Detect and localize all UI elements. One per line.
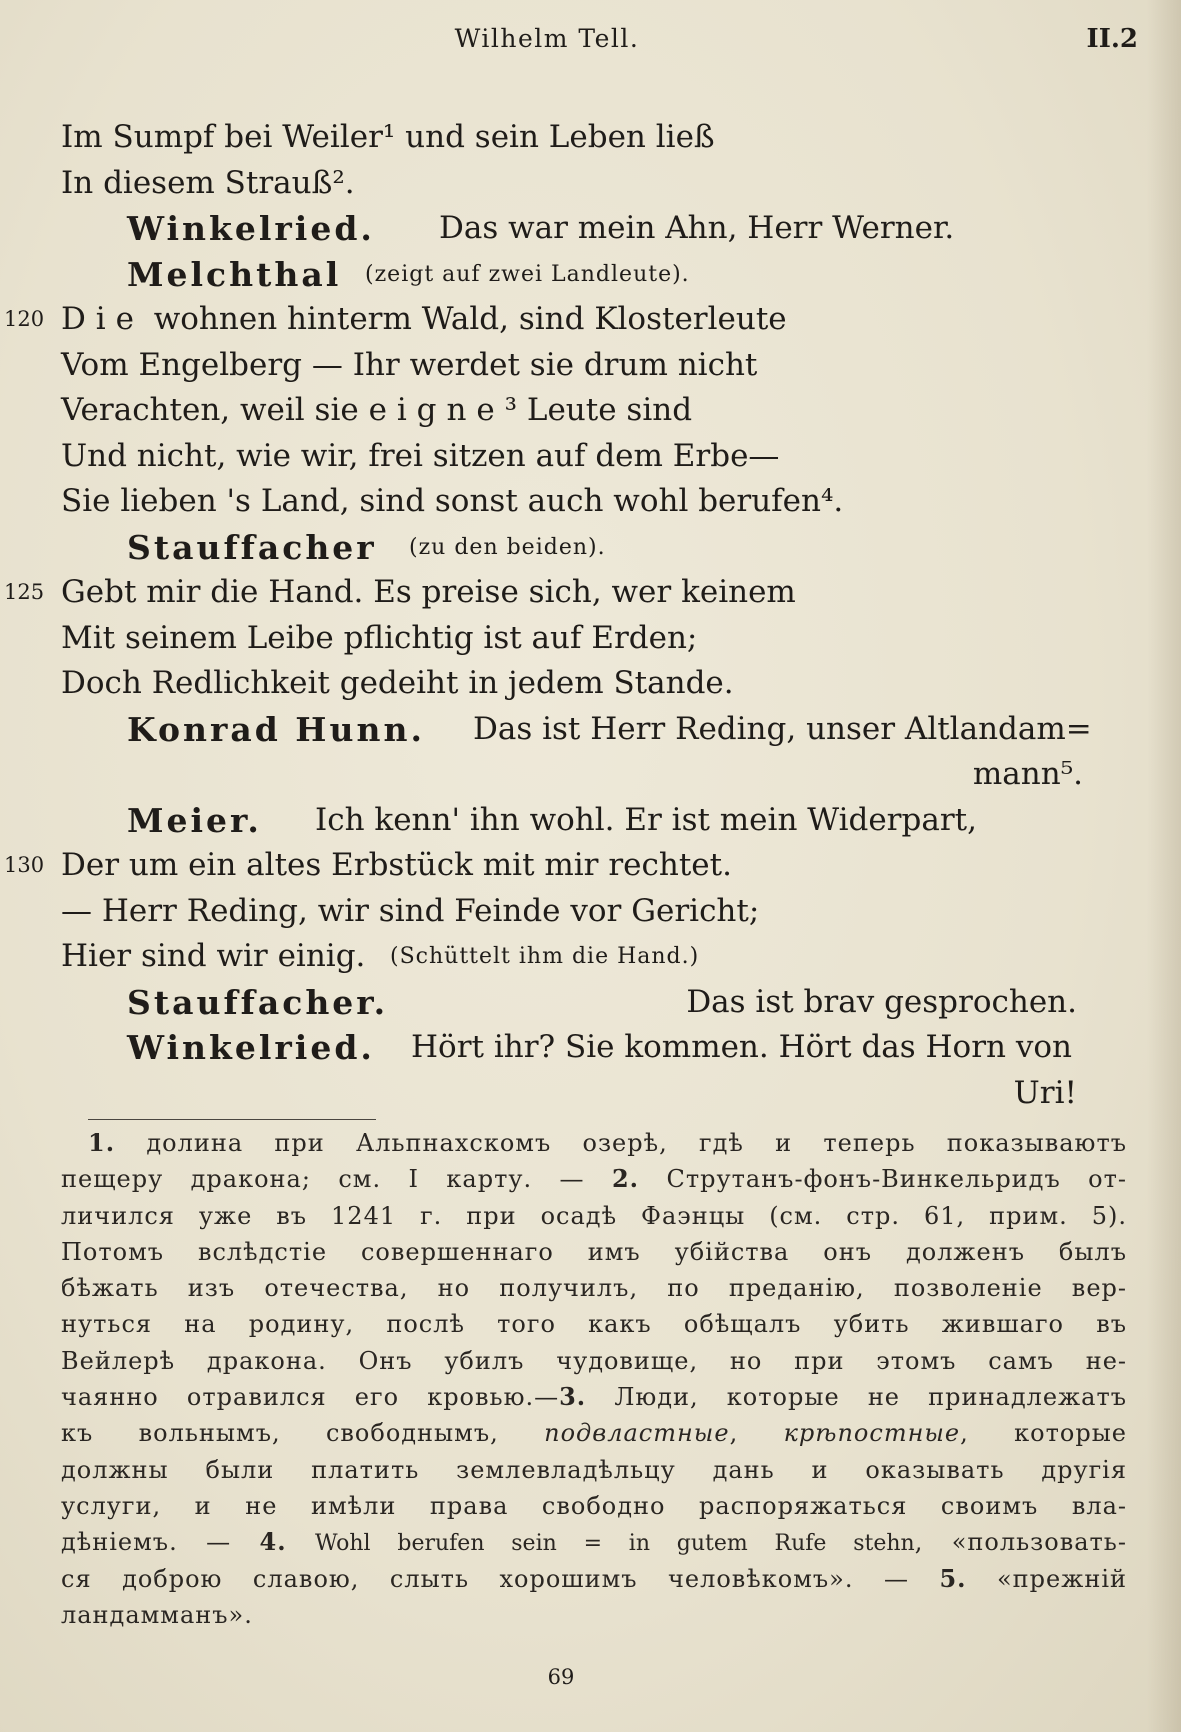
stage-direction: (zeigt auf zwei Landleute). [365,261,690,287]
verse-block [0,115,1181,1116]
footnote-line [61,1488,1127,1524]
stage-direction: (Schüttelt ihm die Hand.) [390,944,700,969]
footnote-text: дѣніемъ. — [61,1528,260,1557]
verse-text: Hier sind wir einig. [61,938,366,974]
verse-line [0,434,1181,480]
footnote-text: , «пользовать- [914,1528,1127,1557]
verse-line [0,479,1181,525]
footnote-line [61,1561,1127,1597]
footnote-text: Вейлерѣ дракона. Онъ убилъ чудовище, но при этомъ самъ не- [61,1346,1127,1375]
speaker-name: Stauffacher. [127,982,389,1022]
verse-text: ³ Leute sind [504,392,693,428]
footnote-line [61,1270,1127,1306]
verse-text: Sie lieben 's Land, sind sonst auch wohl berufen⁴. [61,483,844,519]
footnotes [61,1125,1127,1633]
speaker-name: Winkelried. [127,1028,375,1067]
footnote-number: 3. [559,1382,587,1412]
verse-line [0,570,1181,616]
verse-text: Und nicht, wie wir, frei sitzen auf dem Erbe— [61,437,780,474]
footnote-line [61,1524,1127,1560]
running-header-title: Wilhelm Tell. [454,24,640,53]
verse-text: Mit seinem Leibe pflichtig ist auf Erden; [61,619,698,656]
footnote-number: 5. [939,1563,967,1593]
footnote-text: Люди, которые не принадлежатъ [586,1383,1127,1412]
footnote-line [61,1452,1127,1488]
verse-text: Verachten, weil sie [61,392,369,428]
footnote-number: 2. [611,1164,640,1194]
verse-line [0,843,1181,889]
footnote-number: 4. [259,1527,287,1557]
spaced-word: Die [61,301,144,337]
footnote-line [61,1379,1127,1415]
verse-text: Vom Engelberg — Ihr werdet sie drum nicht [61,346,758,383]
footnote-text: бѣжать изъ отечества, но получилъ, по преданію, позволеніе вер- [61,1274,1127,1303]
verse-line [0,343,1181,389]
footnote-line [61,1597,1127,1633]
verse-line [0,161,1181,207]
footnote-text: ся доброю славою, слыть хорошимъ человѣкомъ». — [61,1564,940,1593]
verse-line [0,616,1181,662]
footnote-text: долина при Альпнахскомъ озерѣ, гдѣ и теперь показываютъ [115,1129,1127,1157]
line-number: 125 [4,580,45,604]
italic-term: крѣпостные [783,1419,961,1448]
verse-text: Doch Redlichkeit gedeiht in jedem Stande. [61,665,734,701]
speaker-name: Konrad Hunn. [127,709,425,749]
verse-text: mann⁵. [972,756,1083,792]
spaced-word: eigne [368,392,505,428]
footnote-text: Потомъ вслѣдстіе совершеннаго имъ убійства онъ долженъ былъ [61,1237,1127,1266]
footnote-line [61,1343,1127,1379]
verse-line [0,980,1181,1026]
italic-term: подвластные [544,1419,730,1448]
footnote-text: пещеру дракона; см. I карту. — [61,1165,612,1194]
verse-line [0,252,1181,298]
line-number: 130 [4,853,45,877]
german-phrase: Wohl berufen sein = in gutem Rufe stehn [315,1531,915,1557]
running-header-section: II.2 [1086,24,1138,54]
verse-line [0,1025,1181,1071]
verse-line [0,388,1181,434]
verse-text: wohnen hinterm Wald, sind Klosterleute [143,301,787,337]
verse-line [0,525,1181,571]
verse-line [0,934,1181,980]
verse-line [0,889,1181,935]
footnote-line [61,1415,1127,1451]
footnote-line [61,1306,1127,1342]
footnote-text: личился уже въ 1241 г. при осадѣ Фаэнцы (см. стр. 61, прим. 5). [61,1201,1127,1230]
verse-text: Ich kenn' ihn wohl. Er ist mein Widerpart, [315,801,977,838]
verse-text: Das ist Herr Reding, unser Altlandam= [473,710,1092,747]
footnote-text: , которые [960,1419,1128,1448]
speaker-name: Melchthal [127,254,342,294]
footnote-line [61,1125,1127,1161]
verse-line [0,752,1181,798]
verse-line [0,1071,1181,1117]
footnote-text: услуги, и не имѣли права свободно распоряжаться своимъ вла- [61,1491,1127,1520]
verse-line [0,798,1181,844]
footnote-text: , [729,1419,784,1448]
speaker-name: Stauffacher [127,527,377,567]
verse-text: Das ist brav gesprochen. [686,983,1077,1020]
verse-text: — Herr Reding, wir sind Feinde vor Gericht; [61,892,760,929]
footnote-text: ландамманъ». [61,1600,253,1629]
verse-line [0,115,1181,161]
line-number: 120 [4,307,45,331]
footnote-separator [88,1119,376,1120]
verse-line [0,661,1181,707]
footnote-text: чаянно отравился его кровью.— [61,1383,560,1412]
verse-line [0,707,1181,753]
footnote-text: къ вольнымъ, свободнымъ, [61,1419,545,1448]
footnote-text: Струтанъ-фонъ-Винкельридъ от- [639,1165,1127,1194]
speaker-name: Winkelried. [127,209,375,248]
footnote-line [61,1198,1127,1234]
footnote-line [61,1234,1127,1270]
verse-text: Der um ein altes Erbstück mit mir rechtet. [61,847,732,883]
verse-text-group [61,297,787,343]
footnote-line [61,1161,1127,1197]
verse-text: Gebt mir die Hand. Es preise sich, wer keinem [61,574,796,610]
verse-line [0,206,1181,252]
footnote-text [287,1528,315,1556]
footnote-number: 1. [88,1128,116,1157]
verse-text: In diesem Strauß². [61,164,355,201]
verse-text: Das war mein Ahn, Herr Werner. [439,210,955,246]
speaker-name: Meier. [127,800,262,840]
verse-text-group [61,388,692,434]
verse-line [0,297,1181,343]
footnote-text: должны были платить землевладѣльцу дань и оказывать другія [61,1455,1127,1484]
footnote-text: нуться на родину, послѣ того какъ обѣщалъ убить жившаго въ [61,1310,1127,1339]
verse-text: Hört ihr? Sie kommen. Hört das Horn von [411,1029,1073,1065]
footnote-text: «прежній [966,1564,1127,1593]
verse-text: Uri! [1013,1074,1077,1111]
stage-direction: (zu den beiden). [409,534,606,560]
verse-text: Im Sumpf bei Weiler¹ und sein Leben ließ [61,119,715,155]
page-number: 69 [547,1665,575,1689]
